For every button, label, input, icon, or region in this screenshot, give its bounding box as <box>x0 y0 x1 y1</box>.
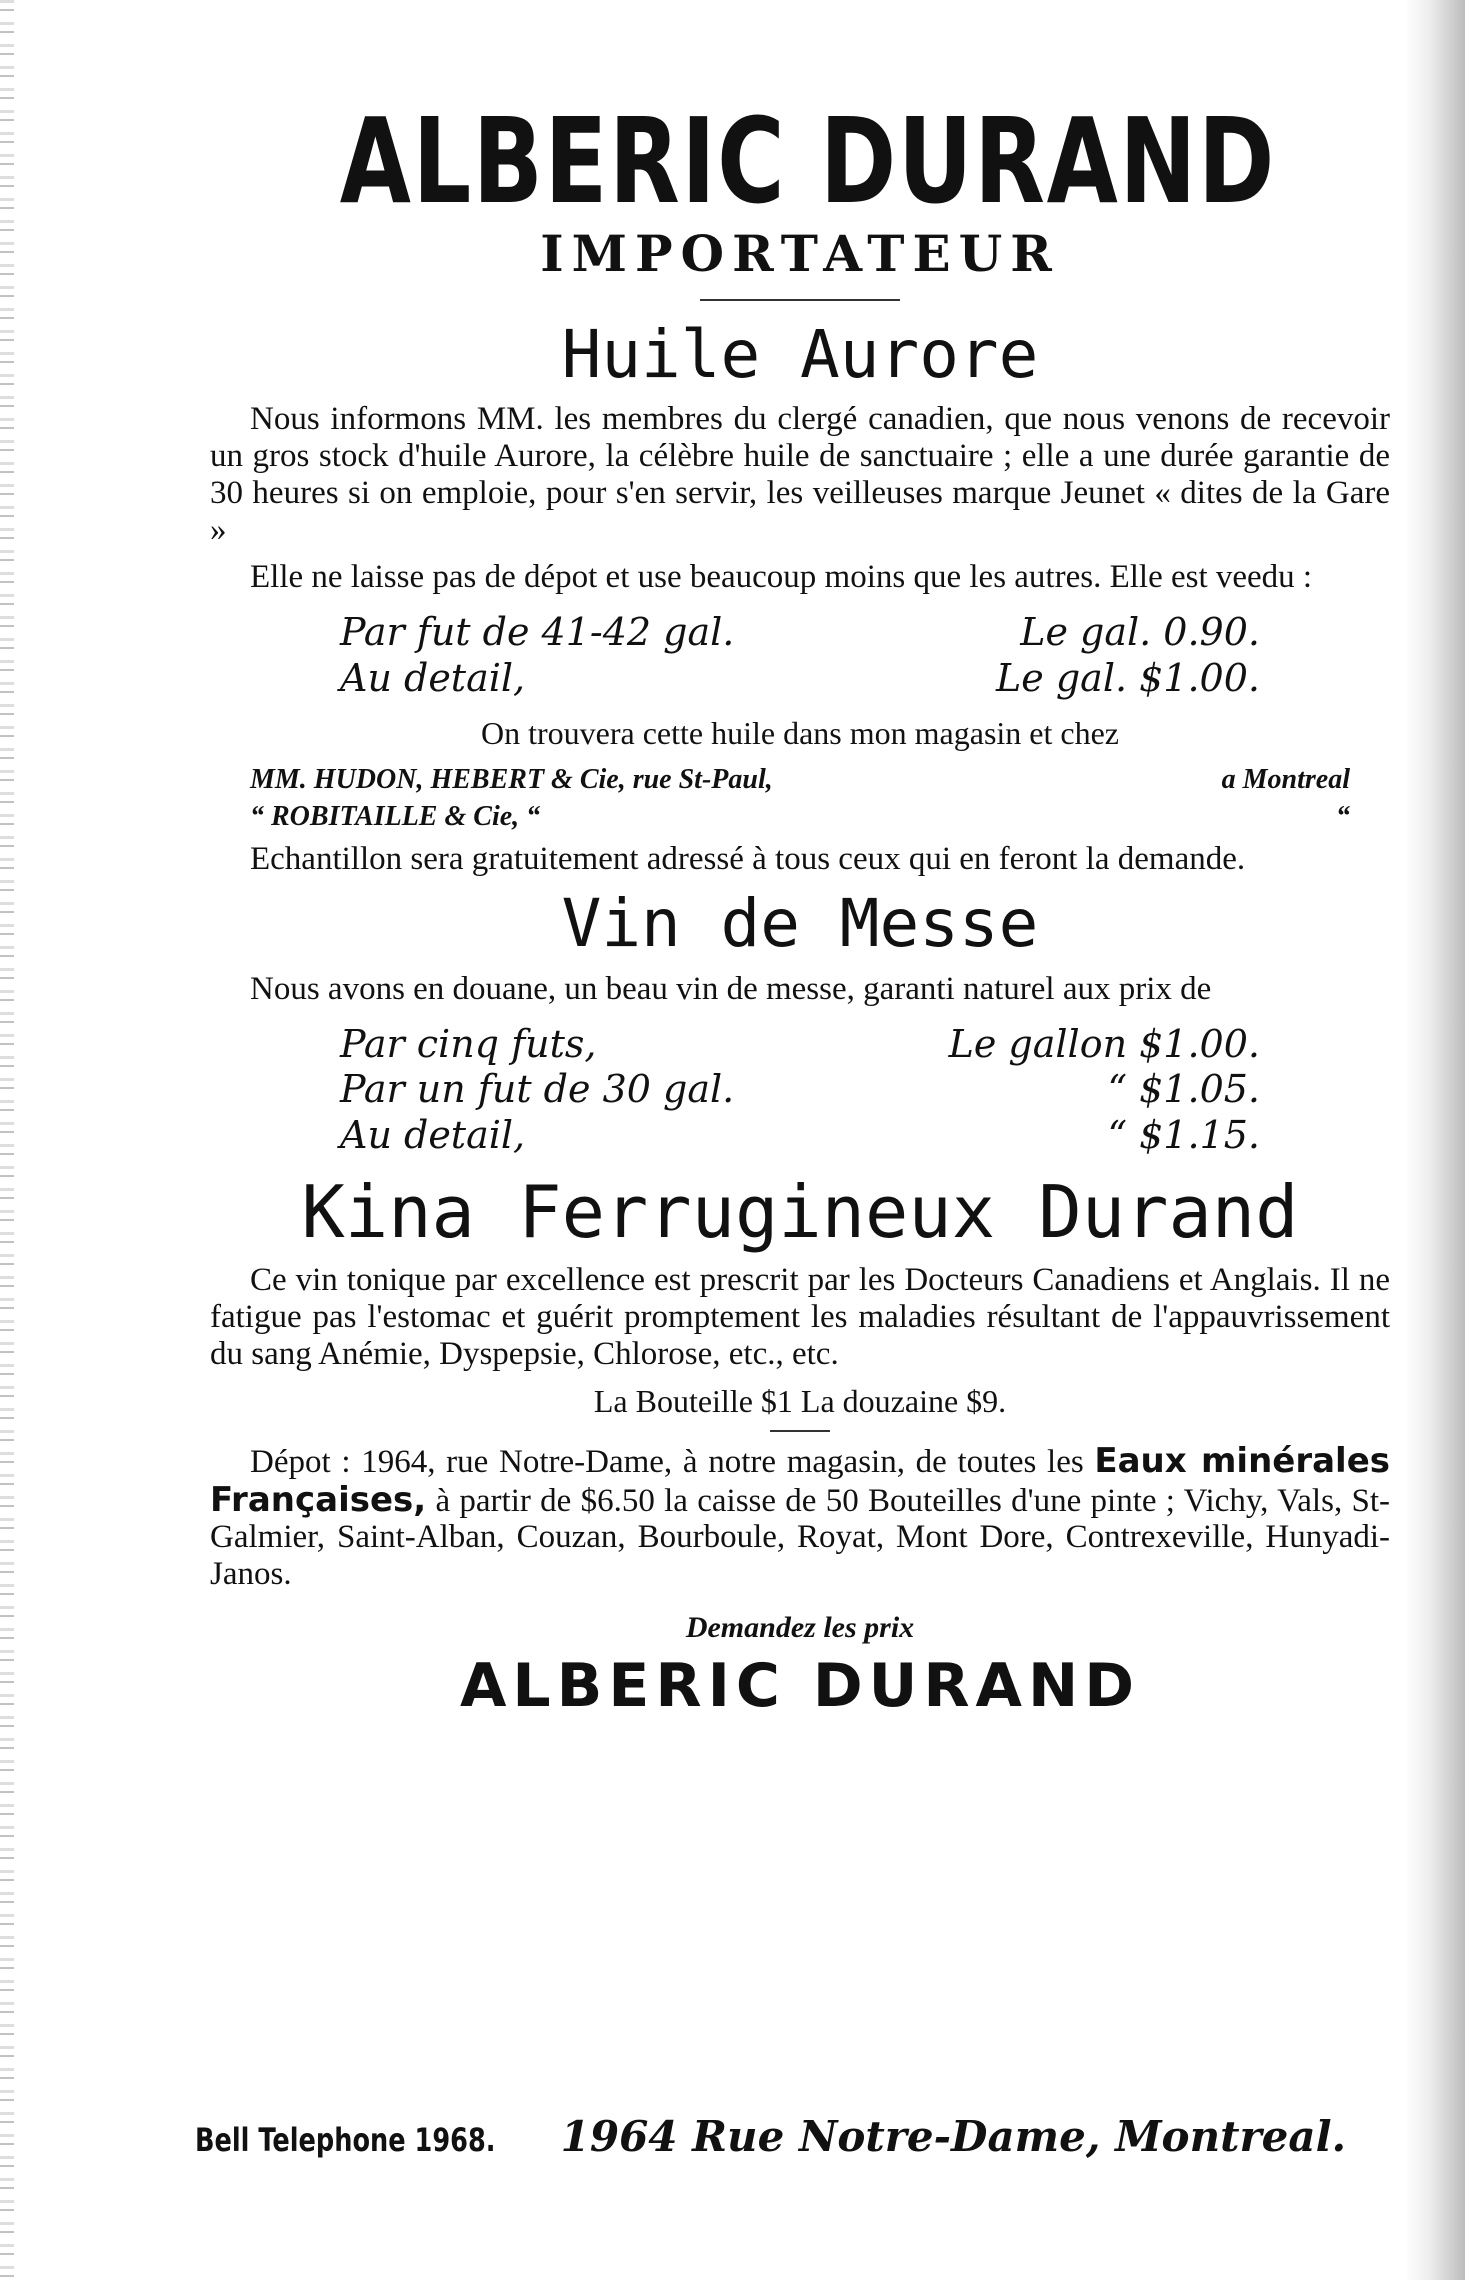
dealer-place: “ <box>1336 800 1350 832</box>
huile-title: Huile Aurore <box>561 315 1039 393</box>
dealer-name: “ ROBITAILLE & Cie, “ <box>250 800 541 832</box>
price-value: “ $1.15. <box>1107 1112 1260 1157</box>
price-row <box>340 656 1260 702</box>
dealer-name: MM. HUDON, HEBERT & Cie, rue St-Paul, <box>250 764 773 796</box>
dealer-row <box>250 762 1350 798</box>
page-edge-left <box>0 0 14 2280</box>
depot-rest: à partir de $6.50 la caisse de 50 Bouteilles d'une pinte ; Vichy, Vals, St-Galmier, Saint-Alban, Couzan, Bourboule, Royat, Mont Dore, Contrexeville, Hunyadi-Janos. <box>210 1482 1390 1593</box>
ask-prices: Demandez les prix <box>685 1611 915 1645</box>
address: 1964 Rue Notre-Dame, Montreal. <box>560 2112 1347 2161</box>
huile-aurore-section <box>210 315 1390 878</box>
price-row <box>340 610 1260 656</box>
kina-price-line: La Bouteille $1 La douzaine $9. <box>593 1382 1007 1419</box>
price-label: Par cinq futs, <box>340 1021 597 1066</box>
divider <box>770 1430 830 1432</box>
closing-brand: ALBERIC DURAND <box>459 1651 1140 1722</box>
vin-paragraph: Nous avons en douane, un beau vin de messe, garanti naturel aux prix de <box>250 970 1212 1007</box>
advertisement-page <box>210 92 1390 1725</box>
footer-contact <box>195 2112 1395 2161</box>
page-edge-right <box>1405 0 1465 2280</box>
price-row <box>340 1067 1260 1113</box>
depot-intro: Dépot : 1964, rue Notre-Dame, à notre magasin, de toutes les <box>250 1443 1084 1480</box>
telephone: Bell Telephone 1968. <box>195 2121 496 2159</box>
price-value: “ $1.05. <box>1107 1067 1260 1112</box>
price-row <box>340 1022 1260 1068</box>
depot-paragraph <box>210 1442 1390 1594</box>
price-value: Le gallon $1.00. <box>948 1021 1260 1066</box>
dealer-list <box>250 762 1350 835</box>
depot-highlight: Eaux minérales Françaises, <box>210 1440 1390 1520</box>
price-label: Par un fut de 30 gal. <box>340 1067 735 1112</box>
price-row <box>340 1113 1260 1159</box>
kina-title: Kina Ferrugineux Durand <box>301 1169 1299 1254</box>
divider <box>700 299 900 301</box>
price-value: Le gal. $1.00. <box>996 655 1260 700</box>
huile-availability: On trouvera cette huile dans mon magasin et chez <box>481 715 1119 752</box>
depot-section <box>210 1442 1390 1594</box>
price-value: Le gal. 0.90. <box>1020 610 1260 655</box>
huile-sample-note: Echantillon sera gratuitement adressé à tous ceux qui en feront la demande. <box>250 841 1246 878</box>
price-label: Par fut de 41-42 gal. <box>340 610 735 655</box>
price-label: Au detail, <box>340 1112 526 1157</box>
vin-title: Vin de Messe <box>561 885 1039 963</box>
huile-paragraph-2: Elle ne laisse pas de dépot et use beaucoup moins que les autres. Elle est veedu : <box>250 559 1313 596</box>
kina-section <box>210 1169 1390 1432</box>
brand-subtitle: IMPORTATEUR <box>540 223 1060 283</box>
huile-paragraph-1: Nous informons MM. les membres du clergé canadien, que nous venons de recevoir un gros stock d'huile Aurore, la célèbre huile de sanctuaire ; elle a une durée garantie de 30 heures si on emploie, pour s'en servir, les veilleuses marque Jeunet « dites de la Gare » <box>210 401 1390 549</box>
vin-de-messe-section <box>210 885 1390 1158</box>
huile-price-table <box>340 610 1260 701</box>
dealer-row <box>250 799 1350 835</box>
vin-price-table <box>340 1022 1260 1159</box>
brand-title: ALBERIC DURAND <box>339 92 1276 230</box>
dealer-place: a Montreal <box>1221 764 1350 796</box>
price-label: Au detail, <box>340 655 526 700</box>
kina-paragraph: Ce vin tonique par excellence est prescrit par les Docteurs Canadiens et Anglais. Il ne fatigue pas l'estomac et guérit promptement les maladies résultant de l'appauvrissement du sang Anémie, Dyspepsie, Chlorose, etc., etc. <box>210 1261 1390 1372</box>
